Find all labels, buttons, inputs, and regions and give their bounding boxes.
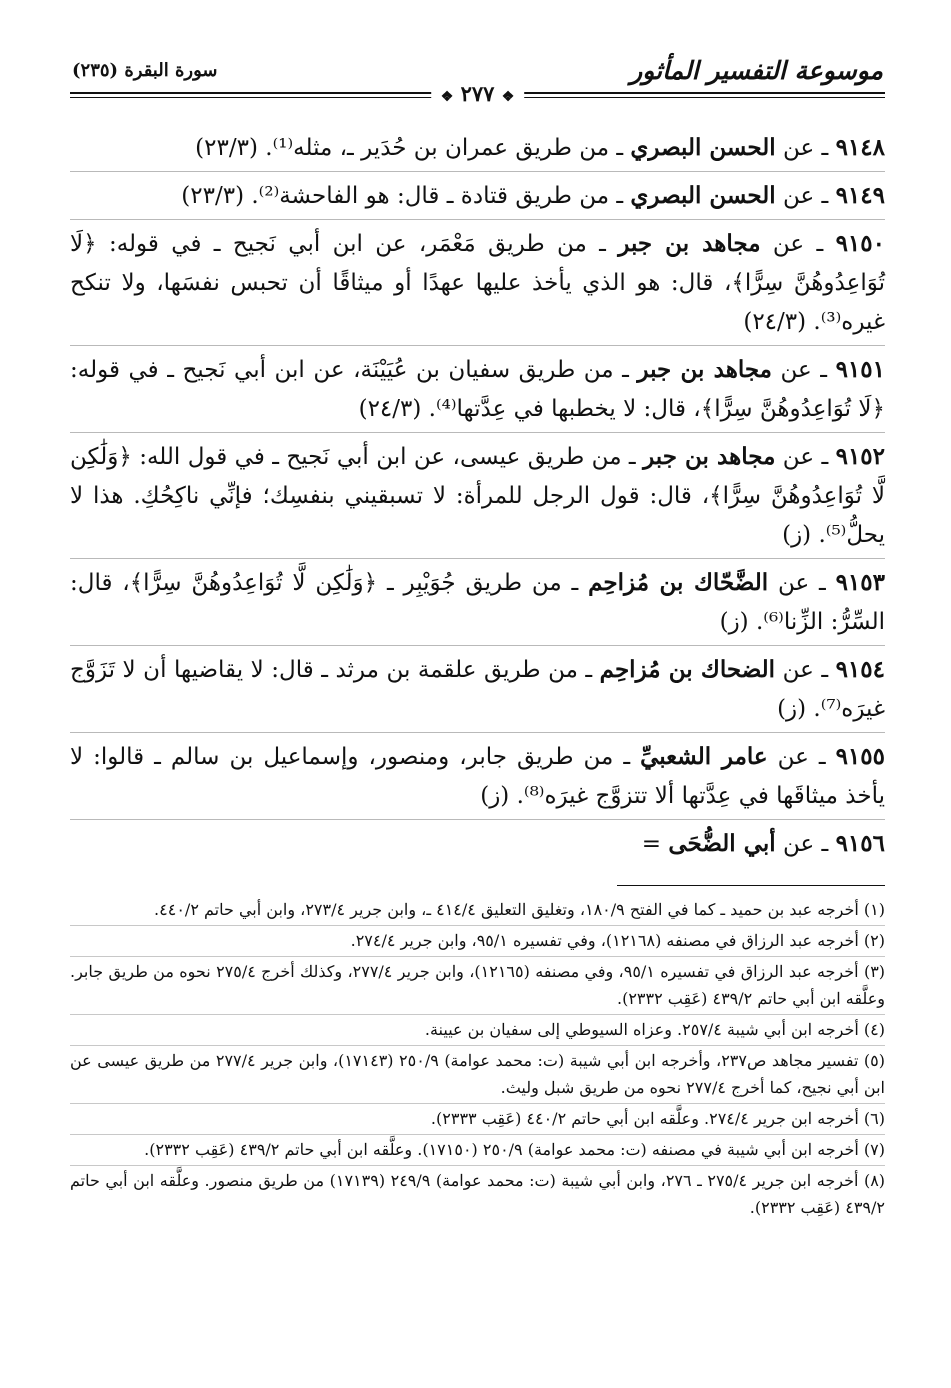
entries [70, 124, 885, 867]
footnote: (٣) أخرجه عبد الرزاق في تفسيره ٩٥/١، وفي مصنفه (١٢١٦٥)، وابن جرير ٢٧٧/٤، وكذلك أخرج ٢٧٥/٤ نحوه من طريق جابر. وعلَّقه ابن أبي حاتم ٤٣٩/٢ (عَقِب ٢٣٣٢). [70, 958, 885, 1015]
sura-reference: سورة البقرة (٢٣٥) [72, 60, 218, 81]
narrator: الضَّحّاك بن مُزاحِم [588, 569, 769, 596]
entry-text: ـ من طريق قتادة ـ قال: هو الفاحشة⁽²⁾. [244, 183, 631, 209]
entry-text: ـ من طريق مَعْمَر، عن ابن أبي نَجيح ـ في قوله: ﴿لَا تُوَاعِدُوهُنَّ سِرًّا﴾، قال: هو الذي يأخذ عليها عهدًا أو ميثاقًا أن تحبس نفسَها، ولا تنكح غيره⁽³⁾. [70, 231, 885, 335]
entry [70, 733, 885, 820]
entry-sep: ـ عن [767, 744, 836, 770]
source-ref: (ز) [782, 522, 812, 548]
entry-text: ـ من طريق عيسى، عن ابن أبي نَجيح ـ في قول الله: ﴿وَلَٰكِن لَّا تُوَاعِدُوهُنَّ سِرًّا﴾، قال: قول الرجل للمرأة: لا تسبقيني بنفسِك؛ فإنِّي ناكِحُكِ. هذا لا يحلُّ⁽⁵⁾. [70, 444, 885, 548]
footnote: (٢) أخرجه عبد الرزاق في مصنفه (١٢١٦٨)، وفي تفسيره ٩٥/١، وابن جرير ٢٧٤/٤. [70, 927, 885, 957]
source-ref: (ز) [719, 609, 749, 635]
narrator: الحسن البصري [630, 182, 776, 209]
entry [70, 172, 885, 220]
narrator: مجاهد بن جبر [637, 356, 772, 383]
narrator: مجاهد بن جبر [618, 230, 761, 257]
source-ref: (٢٣/٣) [181, 183, 245, 209]
narrator: عامر الشعبيِّ [640, 743, 768, 770]
narrator: الضحاك بن مُزاحِم [599, 656, 776, 683]
entry [70, 433, 885, 559]
entry-number: ٩١٤٩ [835, 182, 885, 209]
entry-number: ٩١٥١ [835, 356, 885, 383]
right-ornament-icon: ❖ [440, 89, 454, 105]
entry [70, 820, 885, 867]
page-number-box [431, 81, 525, 106]
entry-sep: ـ عن [775, 657, 836, 683]
entry-sep: ـ عن [775, 135, 836, 161]
left-ornament-icon: ❖ [501, 89, 515, 105]
entry-sep: ـ عن [775, 444, 836, 470]
entry-sep: ـ عن [772, 357, 836, 383]
source-ref: (٢٤/٣) [743, 309, 807, 335]
entry-sep: ـ عن [775, 831, 836, 857]
entry-number: ٩١٥٣ [835, 569, 885, 596]
entry-text: ـ من طريق جابر، ومنصور، وإسماعيل بن سالم ـ قالوا: لا يأخذ ميثاقَها في عِدَّتها ألا تتزوَّج غيرَه⁽⁸⁾. [70, 744, 885, 809]
source-ref: (ز) [777, 696, 807, 722]
entry-text: = [641, 831, 669, 857]
entry-number: ٩١٥٦ [835, 830, 885, 857]
narrator: مجاهد بن جبر [643, 443, 776, 470]
entry-sep: ـ عن [760, 231, 836, 257]
page-number: ٢٧٧ [460, 81, 495, 106]
entry-number: ٩١٥٤ [835, 656, 885, 683]
narrator: أبي الضُّحَى [668, 830, 776, 857]
footnote-rule [617, 885, 885, 886]
entry-text: ـ من طريق جُوَيْبِر ـ ﴿وَلَٰكِن لَّا تُوَاعِدُوهُنَّ سِرًّا﴾، قال: السِّرُّ: الزِّنا⁽⁶⁾. [70, 570, 885, 635]
source-ref: (٢٤/٣) [358, 396, 422, 422]
entry-number: ٩١٤٨ [835, 134, 885, 161]
page [70, 48, 886, 1217]
entry [70, 646, 885, 733]
footnote: (٧) أخرجه ابن أبي شيبة في مصنفه (ت: محمد عوامة) ٢٥٠/٩ (١٧١٥٠). وعلَّقه ابن أبي حاتم ٤٣٩/٢ (عَقِب ٢٣٣٢). [70, 1136, 885, 1166]
entry [70, 124, 885, 172]
footnote: (١) أخرجه عبد بن حميد ـ كما في الفتح ١٨٠/٩، وتغليق التعليق ٤١٤/٤ ـ، وابن جرير ٢٧٣/٤، وابن أبي حاتم ٤٤٠/٢. [70, 896, 885, 926]
book-title: موسوعة التفسير المأثور [630, 56, 883, 85]
entry-number: ٩١٥٢ [835, 443, 886, 470]
footnote: (٤) أخرجه ابن أبي شيبة ٢٥٧/٤. وعزاه السيوطي إلى سفيان بن عيينة. [70, 1016, 885, 1046]
footnotes [70, 896, 885, 1224]
entry-text: ـ من طريق علقمة بن مرثد ـ قال: لا يقاضيها أن لا تَزَوَّج غيرَه⁽⁷⁾. [70, 657, 885, 722]
entry [70, 559, 885, 646]
source-ref: (٢٣/٣) [195, 135, 258, 161]
footnote: (٨) أخرجه ابن جرير ٢٧٥/٤ ـ ٢٧٦، وابن أبي شيبة (ت: محمد عوامة) ٢٤٩/٩ (١٧١٣٩) من طريق منصور. وعلَّقه ابن أبي حاتم ٤٣٩/٢ (عَقِب ٢٣٣٢). [70, 1171, 886, 1217]
entry [70, 220, 885, 346]
source-ref: (ز) [480, 783, 510, 809]
footnote: (٥) تفسير مجاهد ص٢٣٧، وأخرجه ابن أبي شيبة (ت: محمد عوامة) ٢٥٠/٩ (١٧١٤٣)، وابن جرير ٢٧٧/٤ من طريق عيسى عن ابن أبي نجيح، كما أخرج ٢٧٧/٤ نحوه من طريق شبل وليث. [70, 1047, 885, 1104]
entry-sep: ـ عن [775, 183, 836, 209]
footnote: (٦) أخرجه ابن جرير ٢٧٤/٤. وعلَّقه ابن أبي حاتم ٤٤٠/٢ (عَقِب ٢٣٣٣). [70, 1105, 885, 1135]
entry-sep: ـ عن [768, 570, 836, 596]
entry-number: ٩١٥٥ [835, 743, 885, 770]
entry-number: ٩١٥٠ [835, 230, 885, 257]
entry-text: ـ من طريق عمران بن حُدَير ـ، مثله⁽¹⁾. [257, 135, 631, 161]
narrator: الحسن البصري [630, 134, 776, 161]
running-header [70, 48, 885, 104]
entry-text: ـ من طريق سفيان بن عُيَيْنَة، عن ابن أبي نَجيح ـ في قوله: ﴿لَا تُوَاعِدُوهُنَّ سِرًّا﴾، قال: لا يخطبها في عِدَّتها⁽⁴⁾. [70, 357, 885, 422]
entry [70, 346, 885, 433]
